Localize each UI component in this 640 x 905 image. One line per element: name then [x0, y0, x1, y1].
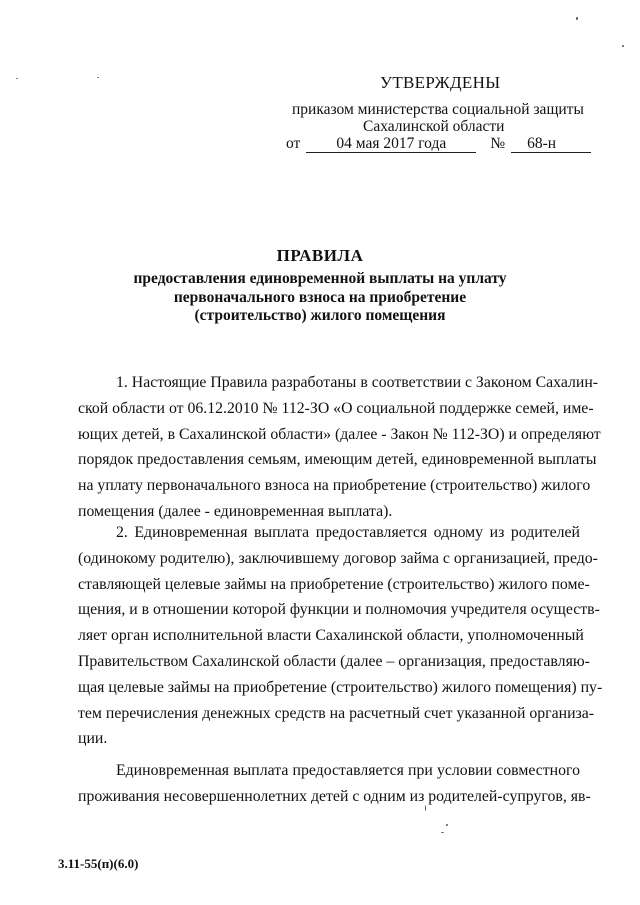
text-line: тем перечисления денежных средств на расчетный счет указанной организа-: [78, 704, 595, 722]
subtitle-line: (строительство) жилого помещения: [194, 307, 446, 324]
scan-speck: [425, 805, 426, 811]
date-label: от: [286, 135, 301, 152]
approval-line-2: Сахалинской области: [363, 118, 505, 135]
paragraph-1: [78, 370, 601, 525]
subtitle-line: первоначального взноса на приобретение: [173, 288, 467, 306]
text-line: порядок предоставления семьям, имеющим детей, единовременной выплаты: [78, 451, 597, 469]
text-line: Единовременная выплата предоставляется при условии совместного: [116, 762, 580, 779]
approval-date-row: [286, 135, 591, 153]
text-line: (одинокому родителю), заключившему договор займа с организацией, предо-: [78, 549, 598, 567]
subtitle-line: предоставления единовременной выплаты на уплату: [133, 270, 507, 287]
text-line: ции.: [78, 730, 108, 748]
document-title: ПРАВИЛА: [276, 246, 364, 265]
text-line: 1. Настоящие Правила разработаны в соответствии с Законом Сахалин-: [116, 374, 599, 391]
text-line: проживания несовершеннолетних детей с одним из родителей-супругов, яв-: [78, 787, 591, 805]
text-line: щая целевые займы на приобретение (строительство) жилого помещения) пу-: [78, 678, 603, 696]
scan-speck: [97, 77, 99, 78]
approval-line-1: приказом министерства социальной защиты: [292, 101, 584, 118]
text-line: ставляющей целевые займы на приобретение (строительство) жилого поме-: [78, 575, 590, 593]
scan-speck: [16, 78, 18, 79]
text-line: ляет орган исполнительной власти Сахалинской области, уполномоченный: [78, 627, 584, 645]
paragraph-2: [78, 520, 603, 752]
paragraph-3: [78, 758, 591, 810]
text-line: ющих детей, в Сахалинской области» (далее - Закон № 112-ЗО) и определяют: [78, 425, 601, 443]
document-subtitle: [100, 270, 540, 326]
scan-speck: [441, 832, 444, 833]
number-label: №: [490, 135, 506, 152]
scan-speck: [622, 45, 624, 47]
text-line: ской области от 06.12.2010 № 112-ЗО «О социальной поддержке семей, име-: [78, 399, 594, 417]
approval-title: УТВЕРЖДЕНЫ: [380, 73, 501, 92]
text-line: помещения (далее - единовременная выплата).: [78, 502, 393, 520]
text-line: Правительством Сахалинской области (далее – организация, предоставляю-: [78, 652, 590, 670]
text-line: на уплату первоначального взноса на приобретение (строительство) жилого: [78, 477, 591, 495]
text-line: 2. Единовременная выплата предоставляется одному из родителей: [116, 524, 580, 541]
text-line: щения, и в отношении которой функции и полномочия учредителя осуществ-: [78, 601, 600, 619]
date-value: 04 мая 2017 года: [306, 135, 476, 153]
document-code: 3.11-55(п)(6.0): [58, 856, 139, 871]
scan-speck: [576, 17, 578, 20]
scan-speck: [446, 824, 448, 826]
number-value: 68-н: [511, 135, 591, 153]
